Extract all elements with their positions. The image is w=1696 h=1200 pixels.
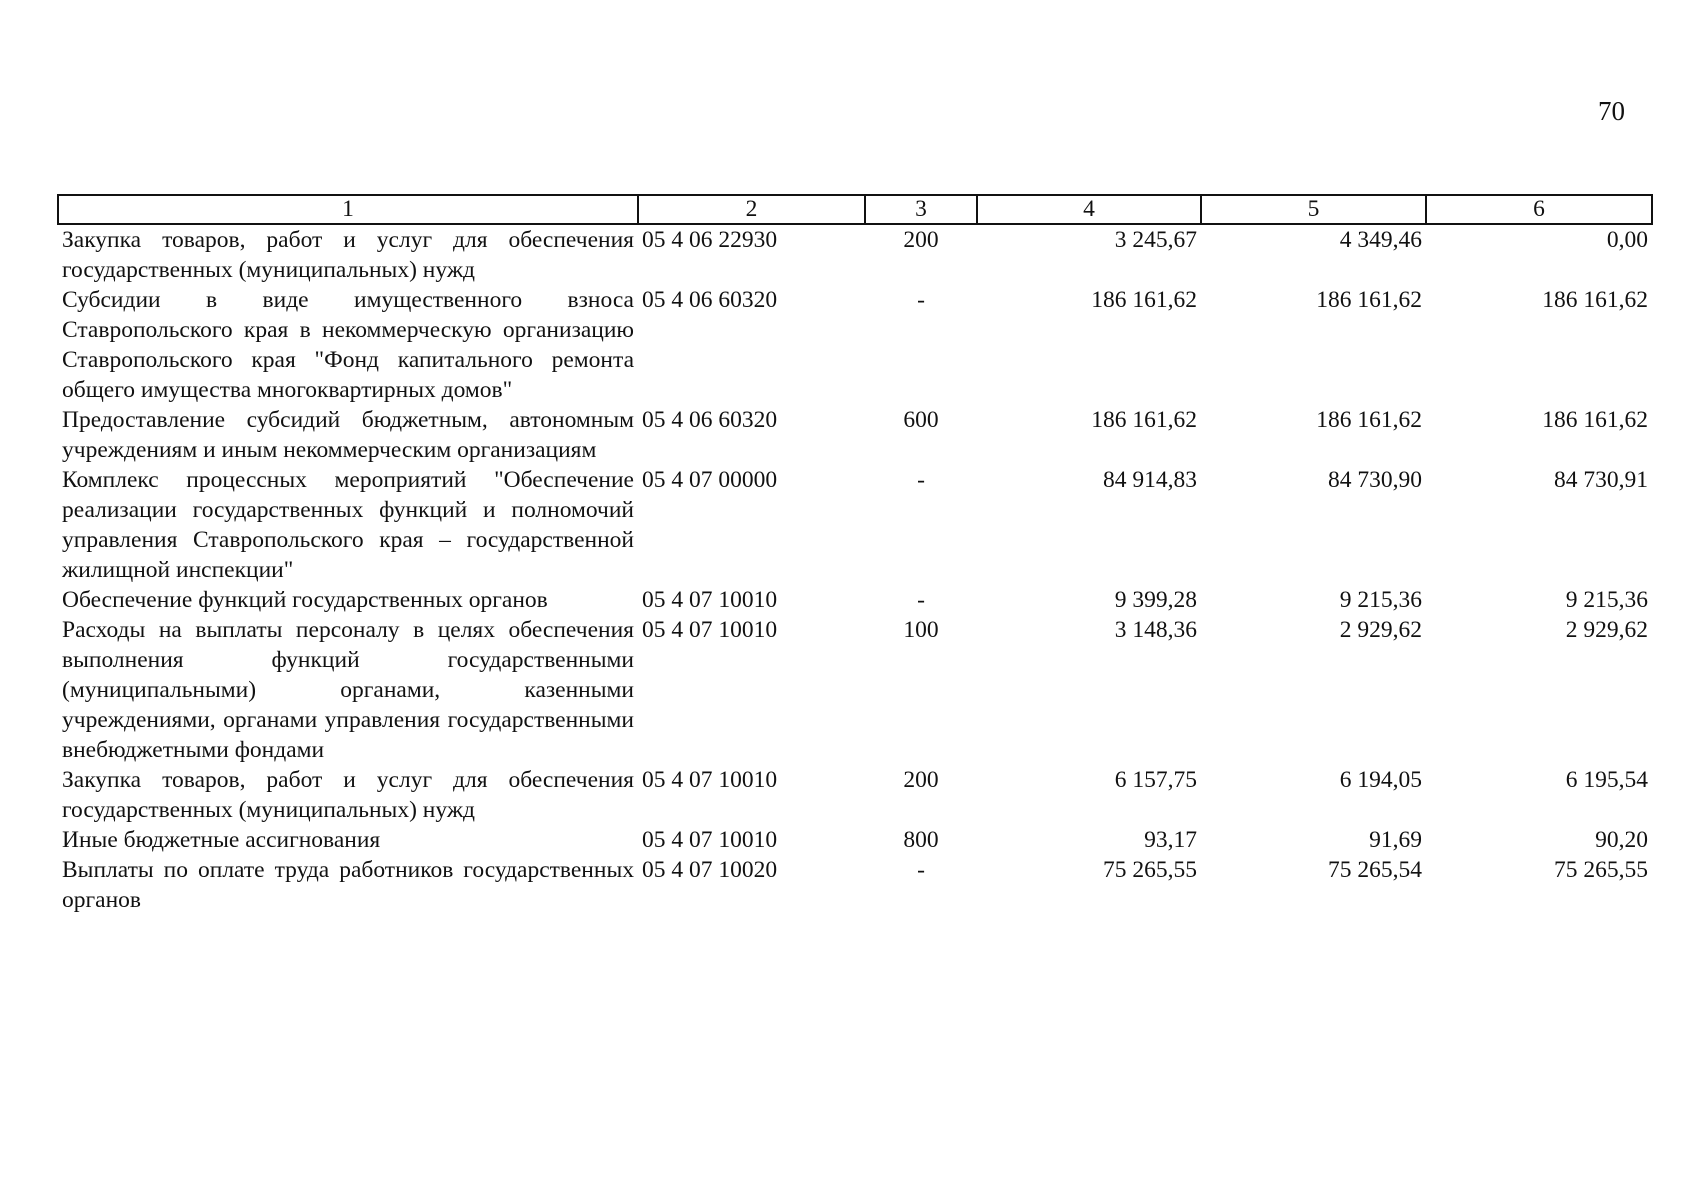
row-value-6: 186 161,62 [1542, 407, 1648, 433]
row-code: 05 4 07 10010 [642, 827, 778, 853]
table-row [58, 765, 1652, 825]
header-col-5: 5 [1201, 195, 1426, 224]
row-value-4: 3 245,67 [1114, 227, 1197, 253]
row-value-4: 93,17 [1144, 827, 1197, 853]
header-col-6: 6 [1426, 195, 1652, 224]
table-row [58, 285, 1652, 405]
row-type: 100 [903, 617, 939, 643]
row-value-5: 6 194,05 [1339, 767, 1422, 793]
row-type: - [917, 857, 925, 883]
row-value-6: 2 929,62 [1565, 617, 1648, 643]
row-name: Субсидии в виде имущественного взноса Ставропольского края в некоммерческую организацию Ставропольского края "Фонд капитального ремонта общего имущества многоквартирных домов" [62, 287, 634, 403]
row-value-6: 9 215,36 [1565, 587, 1648, 613]
row-type: 200 [903, 227, 939, 253]
row-name: Закупка товаров, работ и услуг для обеспечения государственных (муниципальных) нужд [62, 227, 634, 283]
header-col-1: 1 [58, 195, 638, 224]
row-value-5: 9 215,36 [1339, 587, 1422, 613]
row-type: - [917, 467, 925, 493]
row-code: 05 4 07 10010 [642, 587, 778, 613]
row-value-5: 91,69 [1369, 827, 1422, 853]
row-value-4: 3 148,36 [1114, 617, 1197, 643]
row-value-6: 84 730,91 [1554, 467, 1648, 493]
row-code: 05 4 07 10010 [642, 767, 778, 793]
row-value-5: 2 929,62 [1339, 617, 1422, 643]
header-col-4: 4 [977, 195, 1201, 224]
row-type: - [917, 587, 925, 613]
row-value-5: 84 730,90 [1328, 467, 1422, 493]
row-name: Закупка товаров, работ и услуг для обеспечения государственных (муниципальных) нужд [62, 767, 634, 823]
row-code: 05 4 06 60320 [642, 287, 778, 313]
row-type: 800 [903, 827, 939, 853]
budget-table [57, 194, 1653, 915]
table-header [58, 195, 1652, 224]
row-value-6: 186 161,62 [1542, 287, 1648, 313]
header-row [58, 195, 1652, 224]
row-name: Предоставление субсидий бюджетным, автономным учреждениям и иным некоммерческим организациям [62, 407, 634, 463]
row-value-4: 186 161,62 [1091, 407, 1197, 433]
row-value-4: 9 399,28 [1114, 587, 1197, 613]
row-code: 05 4 07 10020 [642, 857, 778, 883]
row-value-5: 186 161,62 [1316, 407, 1422, 433]
row-value-5: 186 161,62 [1316, 287, 1422, 313]
row-code: 05 4 07 10010 [642, 617, 778, 643]
row-value-6: 6 195,54 [1565, 767, 1648, 793]
table-row [58, 585, 1652, 615]
row-value-6: 75 265,55 [1554, 857, 1648, 883]
row-type: - [917, 287, 925, 313]
table-body [58, 224, 1652, 915]
header-col-3: 3 [865, 195, 977, 224]
row-code: 05 4 07 00000 [642, 467, 778, 493]
row-name: Комплекс процессных мероприятий "Обеспечение реализации государственных функций и полномочий управления Ставропольского края – государственной жилищной инспекции" [62, 467, 634, 583]
row-name: Иные бюджетные ассигнования [62, 827, 381, 853]
row-code: 05 4 06 22930 [642, 227, 778, 253]
row-value-4: 186 161,62 [1091, 287, 1197, 313]
row-value-4: 84 914,83 [1103, 467, 1197, 493]
header-col-2: 2 [638, 195, 865, 224]
table-row [58, 224, 1652, 285]
row-name: Расходы на выплаты персоналу в целях обеспечения выполнения функций государственными (муниципальными) органами, казенными учреждениями, органами управления государственными внебюджетными фондами [62, 617, 634, 763]
row-value-6: 90,20 [1595, 827, 1648, 853]
row-name: Обеспечение функций государственных органов [62, 587, 548, 613]
row-name: Выплаты по оплате труда работников государственных органов [62, 857, 634, 913]
table-row [58, 615, 1652, 765]
row-type: 600 [903, 407, 939, 433]
row-value-5: 4 349,46 [1339, 227, 1422, 253]
table-row [58, 465, 1652, 585]
table-row [58, 855, 1652, 915]
table-row [58, 825, 1652, 855]
row-value-4: 6 157,75 [1114, 767, 1197, 793]
page-number: 70 [1598, 96, 1625, 126]
row-type: 200 [903, 767, 939, 793]
row-value-5: 75 265,54 [1328, 857, 1422, 883]
row-value-6: 0,00 [1606, 227, 1648, 253]
row-value-4: 75 265,55 [1103, 857, 1197, 883]
row-code: 05 4 06 60320 [642, 407, 778, 433]
table-row [58, 405, 1652, 465]
